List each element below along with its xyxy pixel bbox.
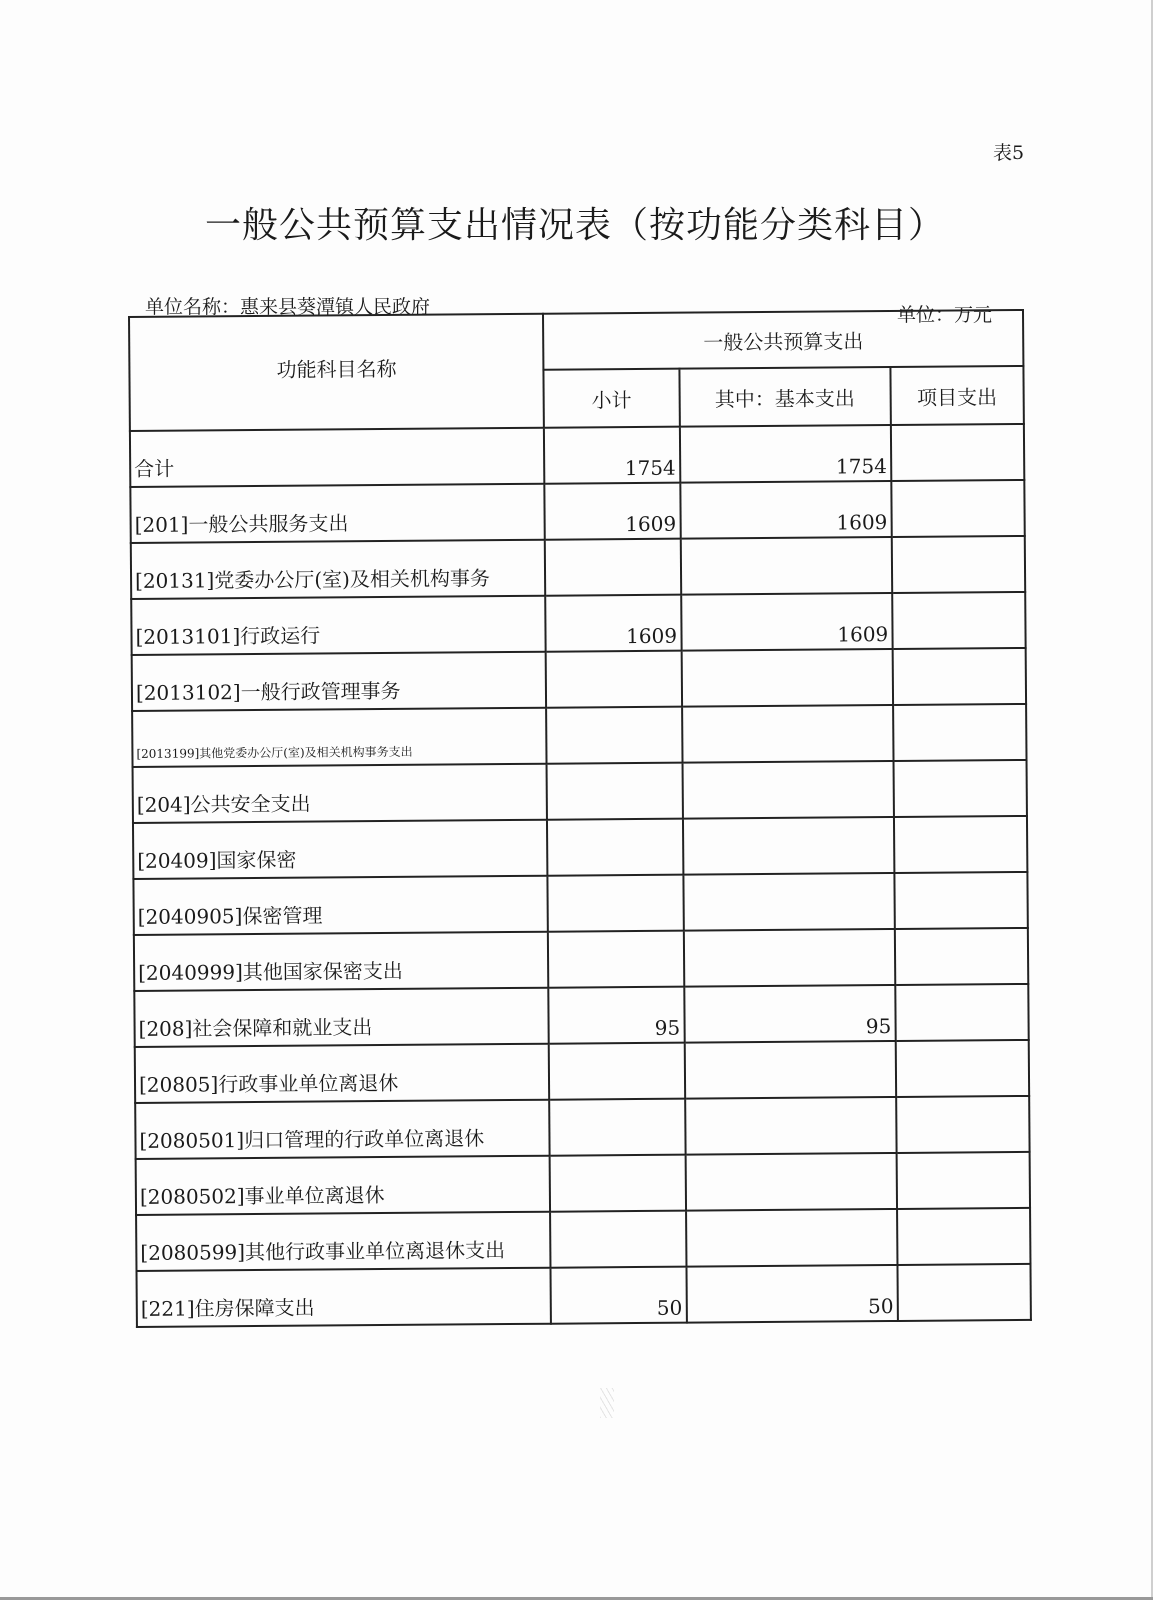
row-basic	[682, 817, 894, 875]
row-basic	[683, 929, 895, 987]
row-project	[893, 704, 1027, 761]
row-project	[897, 1208, 1031, 1265]
row-name: [20131]党委办公厅(室)及相关机构事务	[131, 540, 546, 599]
row-project	[895, 1040, 1029, 1097]
table-row	[136, 1152, 1030, 1215]
row-subtotal: 1609	[545, 595, 681, 652]
budget-table	[128, 309, 1032, 1328]
row-name: 合计	[130, 428, 545, 487]
table-row	[133, 816, 1027, 879]
row-subtotal	[550, 1211, 686, 1268]
table-row	[134, 928, 1028, 991]
table-row	[133, 760, 1027, 823]
row-name: [2040999]其他国家保密支出	[134, 932, 549, 991]
table-row	[135, 1096, 1029, 1159]
row-project	[897, 1264, 1031, 1321]
table-row	[134, 984, 1028, 1047]
unit-name: 单位名称：惠来县葵潭镇人民政府	[145, 296, 431, 318]
row-name: [20409]国家保密	[133, 820, 548, 879]
header-group: 一般公共预算支出	[543, 310, 1023, 370]
row-basic: 95	[684, 985, 896, 1043]
row-name: [2013101]行政运行	[131, 596, 546, 655]
row-subtotal	[550, 1155, 686, 1212]
table-row	[130, 424, 1024, 487]
row-name: [20805]行政事业单位离退休	[135, 1044, 550, 1103]
row-subtotal: 50	[551, 1267, 687, 1324]
row-subtotal	[549, 1099, 685, 1156]
row-project	[895, 984, 1029, 1041]
row-basic	[685, 1097, 897, 1155]
row-subtotal: 1754	[544, 427, 680, 484]
row-subtotal	[546, 651, 682, 708]
row-project	[894, 872, 1028, 929]
table-number: 表5	[993, 142, 1025, 164]
row-basic: 1609	[680, 481, 892, 539]
table-row	[137, 1264, 1031, 1327]
row-project	[891, 424, 1025, 481]
row-basic	[681, 649, 893, 707]
row-subtotal	[547, 819, 683, 876]
row-project	[891, 536, 1025, 593]
row-project	[894, 816, 1028, 873]
row-subtotal	[547, 763, 683, 820]
row-project	[891, 480, 1025, 537]
scan-smudge	[600, 1388, 614, 1418]
row-basic	[682, 705, 894, 763]
table-row	[130, 480, 1024, 543]
row-project	[896, 1096, 1030, 1153]
row-name: [201]一般公共服务支出	[130, 484, 545, 543]
table-row	[132, 648, 1026, 711]
header-subtotal: 小计	[544, 369, 680, 428]
row-basic	[680, 537, 892, 595]
row-project	[896, 1152, 1030, 1209]
row-project	[892, 648, 1026, 705]
row-project	[895, 928, 1029, 985]
row-basic	[683, 873, 895, 931]
row-name: [2040905]保密管理	[133, 876, 548, 935]
row-subtotal	[549, 1043, 685, 1100]
table-row	[135, 1040, 1029, 1103]
header-basic: 其中：基本支出	[679, 367, 891, 427]
page-title: 一般公共预算支出情况表（按功能分类科目）	[205, 205, 946, 246]
header-project: 项目支出	[890, 366, 1024, 425]
row-basic: 1609	[681, 593, 893, 651]
row-project	[892, 592, 1026, 649]
row-basic	[685, 1153, 897, 1211]
row-basic	[682, 761, 894, 819]
row-name: [208]社会保障和就业支出	[134, 988, 549, 1047]
row-subtotal	[546, 707, 682, 764]
row-subtotal: 95	[548, 987, 684, 1044]
row-name: [2080599]其他行政事业单位离退休支出	[136, 1212, 551, 1271]
row-subtotal	[548, 875, 684, 932]
row-subtotal: 1609	[545, 483, 681, 540]
row-basic: 50	[686, 1265, 898, 1323]
row-name: [204]公共安全支出	[133, 764, 548, 823]
row-subtotal	[548, 931, 684, 988]
table-row	[133, 872, 1027, 935]
header-name: 功能科目名称	[129, 314, 544, 431]
table-row	[136, 1208, 1030, 1271]
row-name: [2080502]事业单位离退休	[136, 1156, 551, 1215]
row-project	[893, 760, 1027, 817]
row-name: [2080501]归口管理的行政单位离退休	[135, 1100, 550, 1159]
row-basic: 1754	[679, 425, 891, 483]
row-name: [2013102]一般行政管理事务	[132, 652, 547, 711]
row-name: [2013199]其他党委办公厅(室)及相关机构事务支出	[132, 708, 547, 767]
table-row	[131, 536, 1025, 599]
table-row	[132, 704, 1026, 767]
currency-unit: 单位：万元	[897, 304, 993, 326]
row-subtotal	[545, 539, 681, 596]
row-basic	[686, 1209, 898, 1267]
row-basic	[684, 1041, 896, 1099]
row-name: [221]住房保障支出	[137, 1268, 552, 1327]
table-row	[131, 592, 1025, 655]
